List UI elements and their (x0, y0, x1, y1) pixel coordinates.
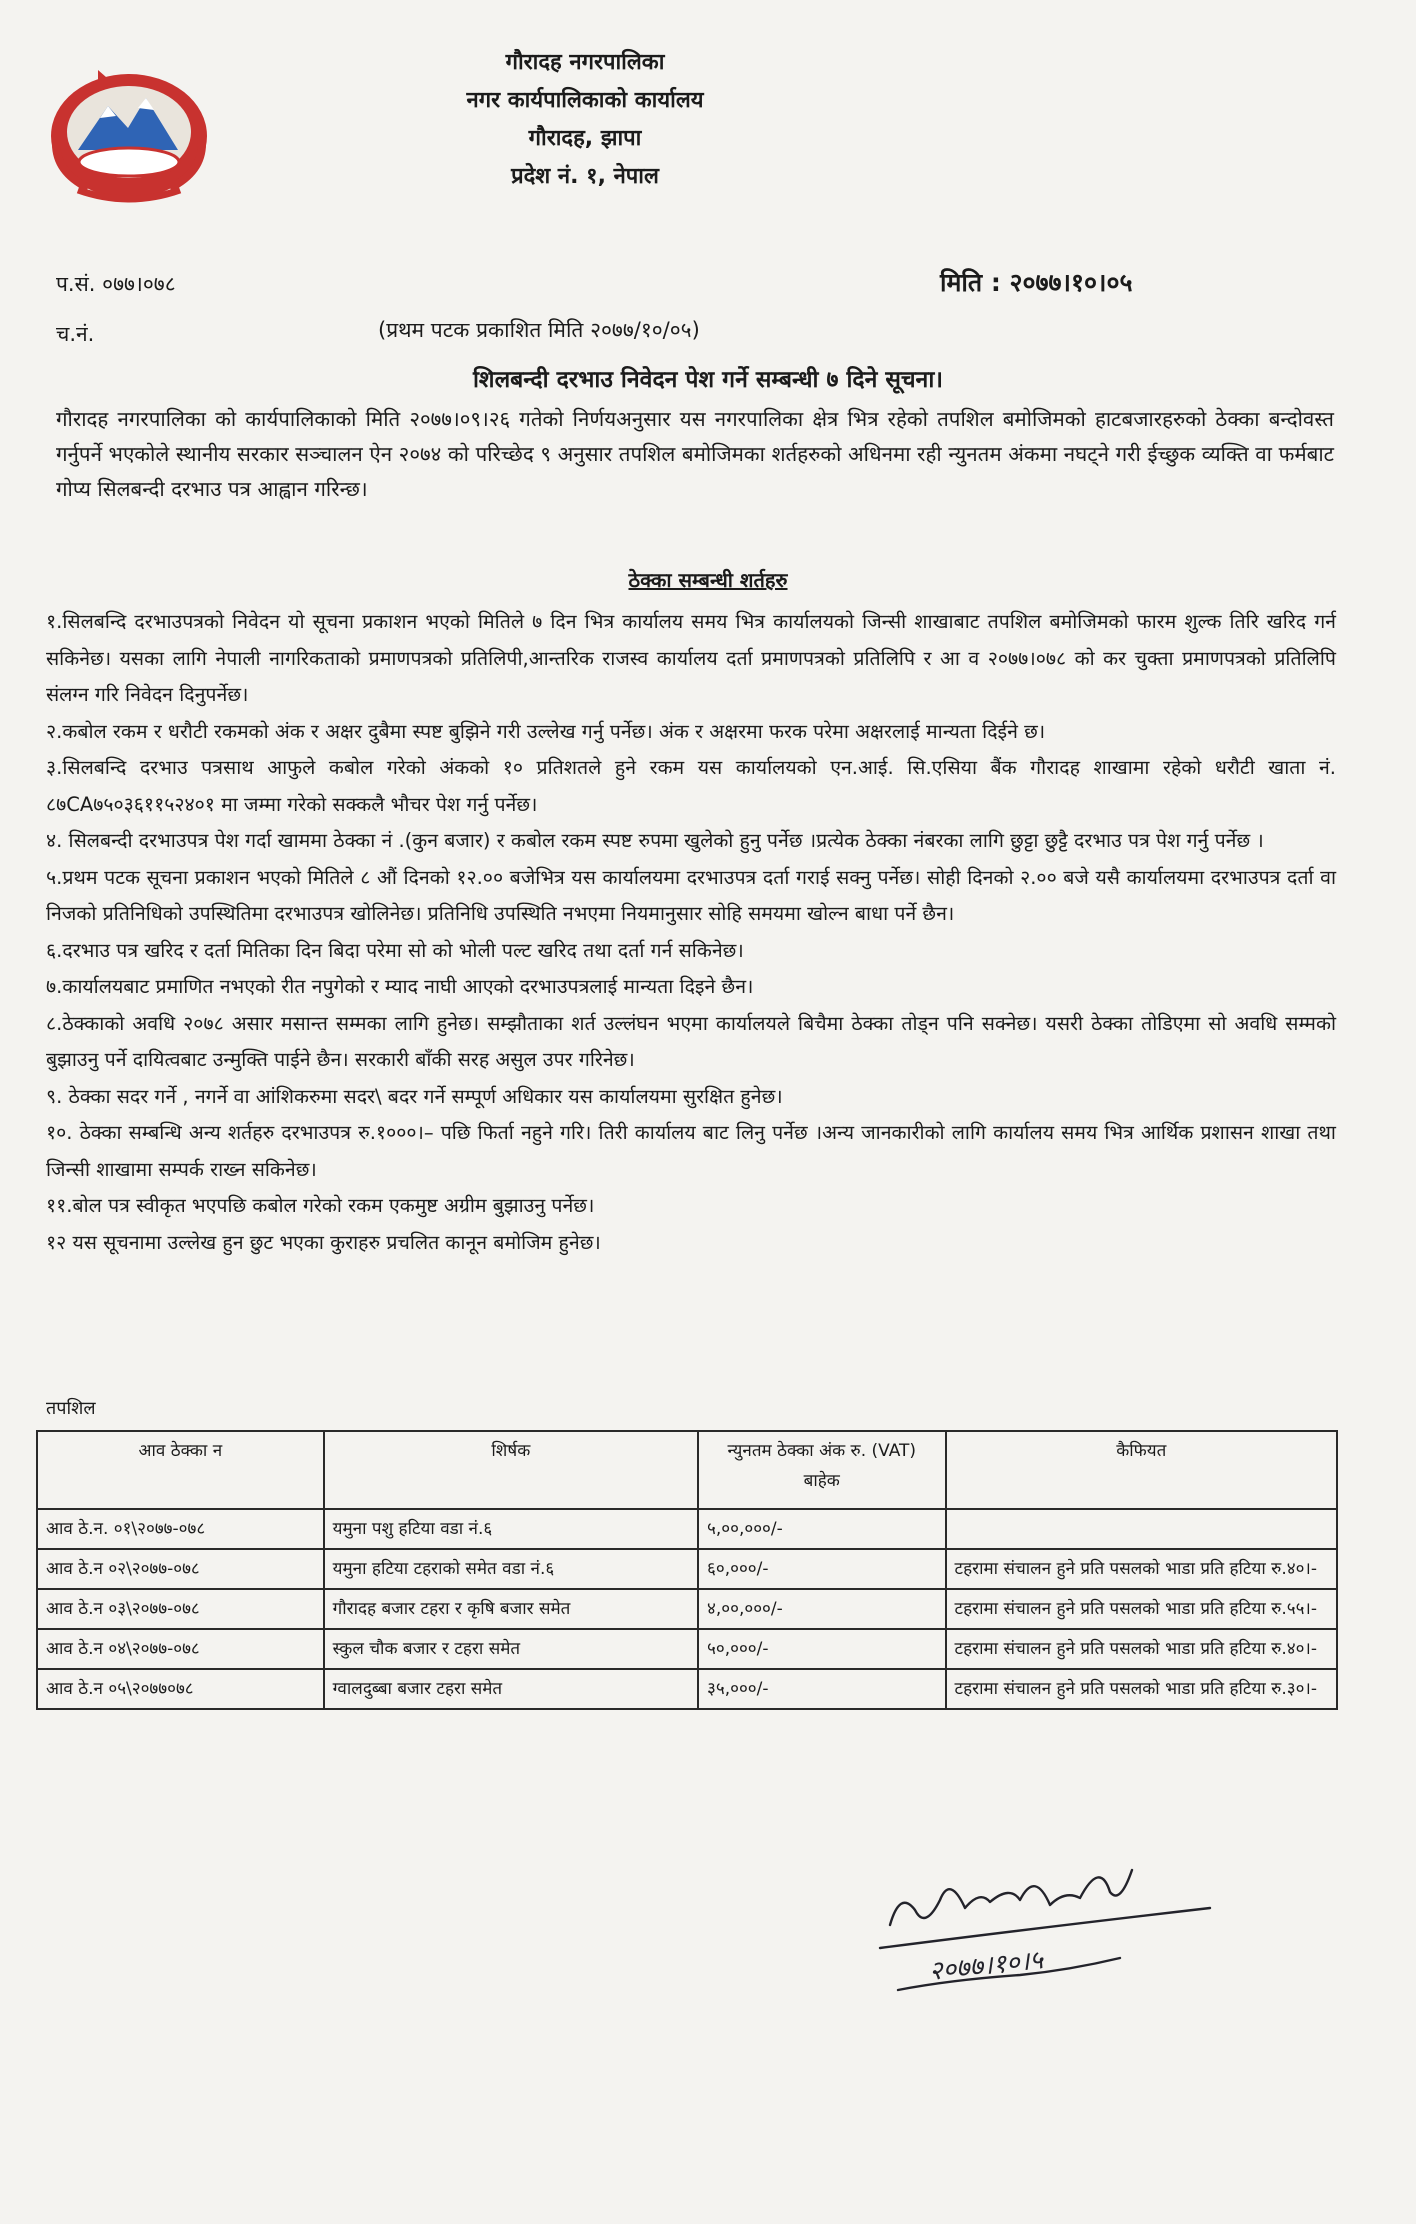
table-row (37, 1549, 1337, 1589)
table-row (37, 1589, 1337, 1629)
cell-title: ग्वालदुब्बा बजार टहरा समेत (324, 1669, 698, 1709)
conditions-list (46, 604, 1336, 1261)
condition-item: ७.कार्यालयबाट प्रमाणित नभएको रीत नपुगेको र म्याद नाघी आएको दरभाउपत्रलाई मान्यता दिइने छैन। (46, 975, 754, 998)
cell-contract-no: आव ठे.न ०३\२०७७-०७८ (37, 1589, 324, 1629)
handwritten-signature (870, 1830, 1230, 2000)
cell-remarks (946, 1509, 1337, 1549)
condition-item: १.सिलबन्दि दरभाउपत्रको निवेदन यो सूचना प्रकाशन भएको मितिले ७ दिन भित्र कार्यालय समय भित्र कार्यालयको जिन्सी शाखाबाट तपशिल बमोजिमको फारम शुल्क तिरि खरिद गर्न सकिनेछ। यसका लागि नेपाली नागरिकताको प्रमाणपत्रको प्रतिलिपी,आन्तरिक राजस्व कार्यालय दर्ता प्रमाणपत्रको प्रतिलिपि र आ व २०७७।०७८ को कर चुक्ता प्रमाणपत्रको प्रतिलिपि संलग्न गरि निवेदन दिनुपर्नेछ। (46, 610, 1336, 706)
first-published-date: (प्रथम पटक प्रकाशित मिति २०७७/१०/०५) (378, 318, 700, 342)
condition-item: १२ यस सूचनामा उल्लेख हुन छुट भएका कुराहरु प्रचलित कानून बमोजिम हुनेछ। (46, 1230, 601, 1254)
condition-item: ३.सिलबन्दि दरभाउ पत्रसाथ आफुले कबोल गरेको अंकको १० प्रतिशतले हुने रकम यस कार्यालयको एन.आई. सि.एसिया बैंक गौरादह शाखामा रहेको धरौटी खाता नं. ८७CA७५०३६११५२४०१ मा जम्मा गरेको सक्कलै भौचर पेश गर्नु पर्नेछ। (46, 756, 1336, 816)
condition-item: ८.ठेक्काको अवधि २०७८ असार मसान्त सम्मका लागि हुनेछ। सम्झौताका शर्त उल्लंघन भएमा कार्यालयले बिचैमा ठेक्का तोड्न पनि सक्नेछ। यसरी ठेक्का तोडिएमा सो अवधि सम्मको बुझाउनु पर्ने दायित्वबाट उन्मुक्ति पाईने छैन। सरकारी बाँकी सरह असुल उपर गरिनेछ। (46, 1011, 1336, 1071)
cell-min-amount: ३५,०००/- (698, 1669, 946, 1709)
cell-min-amount: ५,००,०००/- (698, 1509, 946, 1549)
column-header-contract-no: आव ठेक्का न (37, 1431, 324, 1509)
table-header-row (37, 1431, 1337, 1509)
cell-contract-no: आव ठे.न ०४\२०७७-०७८ (37, 1629, 324, 1669)
condition-item: ४. सिलबन्दी दरभाउपत्र पेश गर्दा खाममा ठेक्का नं .(कुन बजार) र कबोल रकम स्पष्ट रुपमा खुलेको हुनु पर्नेछ ।प्रत्येक ठेक्का नंबरका लागि छुट्टा छुट्टै दरभाउ पत्र पेश गर्नु पर्नेछ । (46, 829, 1264, 852)
contract-schedule-table (36, 1430, 1338, 1710)
condition-item: २.कबोल रकम र धरौटी रकमको अंक र अक्षर दुबैमा स्पष्ट बुझिने गरी उल्लेख गर्नु पर्नेछ। अंक र अक्षरमा फरक परेमा अक्षरलाई मान्यता दिईने छ। (46, 719, 1046, 743)
municipality-name: गौरादह नगरपालिका (505, 50, 665, 75)
nepal-government-emblem-icon (38, 58, 220, 208)
condition-item: ५.प्रथम पटक सूचना प्रकाशन भएको मितिले ८ औं दिनको १२.०० बजेभित्र यस कार्यालयमा दरभाउपत्र दर्ता गराई सक्नु पर्नेछ। सोही दिनको २.०० बजे यसै कार्यालयमा दरभाउपत्र दर्ता वा निजको प्रतिनिधिको उपस्थितिमा दरभाउपत्र खोलिनेछ। प्रतिनिधि उपस्थिति नभएमा नियमानुसार सोहि समयमा खोल्न बाधा पर्ने छैन। (46, 865, 1336, 925)
column-header-remarks: कैफियत (946, 1431, 1337, 1509)
cell-min-amount: ४,००,०००/- (698, 1589, 946, 1629)
condition-item: ९. ठेक्का सदर गर्ने , नगर्ने वा आंशिकरुमा सदर\ बदर गर्ने सम्पूर्ण अधिकार यस कार्यालयमा सुरक्षित हुनेछ। (46, 1084, 783, 1108)
cell-remarks: टहरामा संचालन हुने प्रति पसलको भाडा प्रति हटिया रु.५५।- (946, 1589, 1337, 1629)
office-name: नगर कार्यपालिकाको कार्यालय (466, 88, 704, 113)
cell-remarks: टहरामा संचालन हुने प्रति पसलको भाडा प्रति हटिया रु.४०।- (946, 1629, 1337, 1669)
notice-title: शिलबन्दी दरभाउ निवेदन पेश गर्ने सम्बन्धी ७ दिने सूचना। (472, 367, 944, 393)
cell-title: स्कुल चौक बजार र टहरा समेत (324, 1629, 698, 1669)
cell-min-amount: ६०,०००/- (698, 1549, 946, 1589)
schedule-label: तपशिल (46, 1398, 96, 1419)
cell-min-amount: ५०,०००/- (698, 1629, 946, 1669)
condition-item: १०. ठेक्का सम्बन्धि अन्य शर्तहरु दरभाउपत्र रु.१०००।– पछि फिर्ता नहुने गरि। तिरी कार्यालय बाट लिनु पर्नेछ ।अन्य जानकारीको लागि कार्यालय समय भित्र आर्थिक प्रशासन शाखा तथा जिन्सी शाखामा सम्पर्क राख्न सकिनेछ। (46, 1121, 1336, 1181)
column-header-min-amount: न्युनतम ठेक्का अंक रु. (VAT) बाहेक (698, 1431, 946, 1509)
cell-remarks: टहरामा संचालन हुने प्रति पसलको भाडा प्रति हटिया रु.४०।- (946, 1549, 1337, 1589)
condition-item: ६.दरभाउ पत्र खरिद र दर्ता मितिका दिन बिदा परेमा सो को भोली पल्ट खरिद तथा दर्ता गर्न सकिनेछ। (46, 938, 744, 962)
signature-date: २०७७।१०।५ (927, 1945, 1045, 1987)
cell-contract-no: आव ठे.न. ०१\२०७७-०७८ (37, 1509, 324, 1549)
notice-date: मिति : २०७७।१०।०५ (940, 268, 1133, 297)
cell-title: यमुना पशु हटिया वडा नं.६ (324, 1509, 698, 1549)
cell-title: गौरादह बजार टहरा र कृषि बजार समेत (324, 1589, 698, 1629)
province-line: प्रदेश नं. १, नेपाल (511, 164, 659, 189)
conditions-heading: ठेक्का सम्बन्धी शर्तहरु (628, 568, 788, 592)
table-row (37, 1669, 1337, 1709)
dispatch-number: च.नं. (56, 322, 95, 346)
cell-contract-no: आव ठे.न ०५\२०७७०७८ (37, 1669, 324, 1709)
cell-title: यमुना हटिया टहराको समेत वडा नं.६ (324, 1549, 698, 1589)
table-row (37, 1509, 1337, 1549)
cell-contract-no: आव ठे.न ०२\२०७७-०७८ (37, 1549, 324, 1589)
reference-number: प.सं. ०७७।०७८ (56, 272, 176, 296)
intro-paragraph: गौरादह नगरपालिका को कार्यपालिकाको मिति २०७७।०९।२६ गतेको निर्णयअनुसार यस नगरपालिका क्षेत्र भित्र रहेको तपशिल बमोजिमको हाटबजारहरुको ठेक्का बन्दोवस्त गर्नुपर्ने भएकोले स्थानीय सरकार सञ्चालन ऐन २०७४ को परिच्छेद ९ अनुसार तपशिल बमोजिमका शर्तहरुको अधिनमा रही न्युनतम अंकमा नघट्ने गरी ईच्छुक व्यक्ति वा फर्मबाट गोप्य सिलबन्दी दरभाउ पत्र आह्वान गरिन्छ। (56, 407, 1334, 501)
cell-remarks: टहरामा संचालन हुने प्रति पसलको भाडा प्रति हटिया रु.३०।- (946, 1669, 1337, 1709)
table-row (37, 1629, 1337, 1669)
office-location: गौरादह, झापा (528, 126, 642, 151)
office-heading (420, 44, 750, 196)
condition-item: ११.बोल पत्र स्वीकृत भएपछि कबोल गरेको रकम एकमुष्ट अग्रीम बुझाउनु पर्नेछ। (46, 1194, 595, 1217)
column-header-title: शिर्षक (324, 1431, 698, 1509)
